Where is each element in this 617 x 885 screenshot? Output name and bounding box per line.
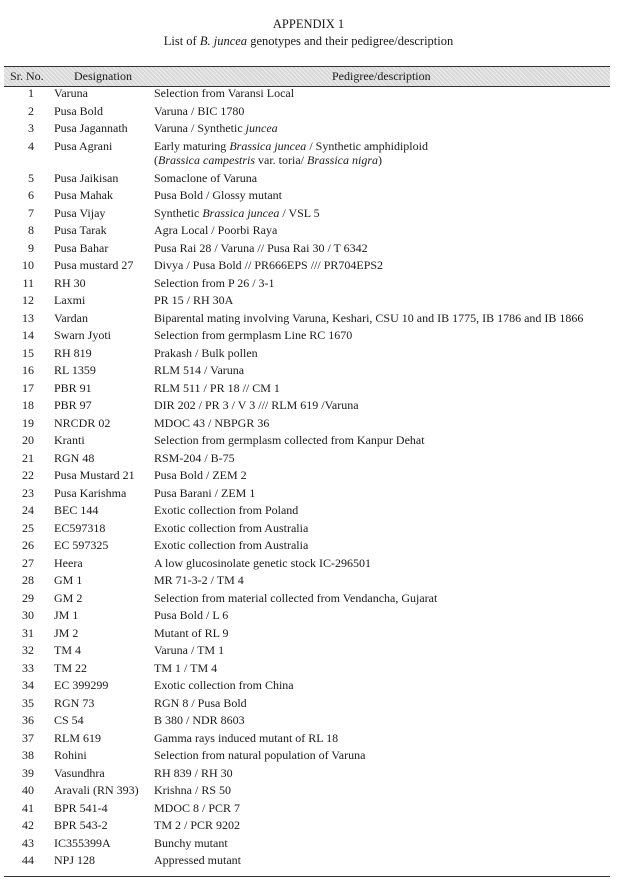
species-name: Brassica nigra [306,153,378,167]
designation-cell: Pusa Jaikisan [54,170,119,185]
pedigree-cell [154,642,224,660]
pedigree-text: RGN 8 / Pusa Bold [154,695,247,710]
designation-cell: Pusa mustard 27 [54,258,134,272]
designation-cell: Pusa Mahak [54,188,113,202]
sr-no-cell: 27 [22,555,34,570]
pedigree-cell [154,712,245,730]
pedigree-text: Pusa Bold / Glossy mutant [154,188,283,202]
table-row [4,397,610,415]
table-row [4,835,610,853]
table-row [4,187,610,205]
sr-no-cell: 10 [22,258,34,272]
pedigree-cell [154,695,247,713]
sr-no-cell: 32 [22,643,34,657]
table-row [4,502,610,520]
sr-no-cell: 18 [22,398,34,412]
sr-no-cell: 39 [22,765,34,780]
pedigree-cell [154,205,320,223]
designation-cell: Pusa Jagannath [54,121,128,135]
designation-cell: PBR 91 [54,380,92,395]
pedigree-cell-continued [154,152,382,170]
designation-cell: Vasundhra [54,765,105,780]
pedigree-text: Selection from natural population of Varuna [154,748,366,762]
sr-no-cell: 23 [22,485,34,500]
designation-cell: Swarn Jyoti [54,328,111,342]
table-row [4,572,610,590]
pedigree-cell [154,747,365,765]
pedigree-text: Agra Local / Poorbi Raya [154,223,278,237]
designation-cell: Pusa Agrani [54,138,113,153]
pedigree-cell [154,607,228,625]
table-row [4,642,610,660]
designation-cell: NPJ 128 [54,853,96,867]
pedigree-text: A low glucosinolate genetic stock IC-296501 [154,555,371,570]
header-pedigree: Pedigree/description [332,69,431,83]
table-row [4,120,610,138]
pedigree-cell [154,415,269,433]
pedigree-cell [154,852,241,870]
designation-cell: RH 819 [54,345,92,360]
sr-no-cell: 5 [28,170,34,185]
table-row [4,520,610,538]
designation-cell: CS 54 [54,713,84,727]
pedigree-text: Krishna / RS 50 [154,783,232,797]
designation-cell: GM 2 [54,590,83,605]
sr-no-cell: 4 [28,138,34,153]
appendix-title: APPENDIX 1 [272,17,345,31]
table-row [4,607,610,625]
pedigree-text: Exotic collection from Australia [154,520,309,535]
table-header [4,66,610,87]
designation-cell: Pusa Mustard 21 [54,468,135,482]
sr-no-cell: 38 [22,748,34,762]
designation-cell: EC 597325 [54,538,109,552]
sr-no-cell: 24 [22,503,34,517]
sr-no-cell: 1 [28,86,34,100]
pedigree-cell [154,222,277,240]
designation-cell: RLM 619 [54,730,102,745]
header-sr-no: Sr. No. [10,69,44,83]
pedigree-cell [154,170,257,188]
designation-cell: TM 22 [54,660,87,675]
table-caption [0,33,617,49]
sr-no-cell: 37 [22,730,34,745]
pedigree-text: Selection from germplasm Line RC 1670 [154,328,353,342]
designation-cell: Pusa Vijay [54,205,106,220]
pedigree-cell [154,432,425,450]
designation-cell: Laxmi [54,293,86,307]
sr-no-cell: 21 [22,450,34,465]
pedigree-text: Varuna / TM 1 [154,643,225,657]
pedigree-cell [154,537,308,555]
designation-cell: RH 30 [54,275,86,290]
designation-cell: GM 1 [54,573,83,587]
designation-cell: RGN 48 [54,450,95,465]
designation-cell: JM 1 [54,608,79,622]
sr-no-cell: 36 [22,713,34,727]
table-row [4,450,610,468]
table-row [4,275,610,293]
species-name: Brassica juncea [202,205,280,220]
sr-no-cell: 26 [22,538,34,552]
sr-no-cell: 35 [22,695,34,710]
pedigree-text: Biparental mating involving Varuna, Keshari, CSU 10 and IB 1775, IB 1786 and IB 1866 [154,310,584,325]
table-row [4,555,610,573]
pedigree-text: RSM-204 / B-75 [154,450,235,465]
pedigree-cell [154,835,228,853]
pedigree-text: Selection from P 26 / 3-1 [154,275,275,290]
sr-no-cell: 14 [22,328,34,342]
sr-no-cell: 42 [22,818,34,832]
designation-cell: Pusa Bold [54,103,104,118]
pedigree-text: TM 1 / TM 4 [154,660,218,675]
sr-no-cell: 12 [22,293,34,307]
table-row [4,747,610,765]
sr-no-cell: 22 [22,468,34,482]
pedigree-text: Exotic collection from Australia [154,538,309,552]
sr-no-cell: 17 [22,380,34,395]
table-row [4,257,610,275]
table-row [4,590,610,608]
sr-no-cell: 8 [28,223,34,237]
pedigree-cell [154,103,244,121]
pedigree-cell [154,120,278,138]
pedigree-text: PR 15 / RH 30A [154,293,234,307]
table-row [4,222,610,240]
pedigree-cell [154,187,282,205]
sr-no-cell: 43 [22,835,34,850]
pedigree-text: Early maturing [154,138,230,153]
pedigree-cell [154,520,308,538]
pedigree-cell [154,485,255,503]
pedigree-cell [154,730,338,748]
sr-no-cell: 7 [28,205,34,220]
pedigree-text: Pusa Barani / ZEM 1 [154,485,256,500]
table-row [4,362,610,380]
designation-cell: IC355399A [54,835,111,850]
caption-species: B. juncea [199,34,248,48]
pedigree-cell [154,572,244,590]
table-row [4,695,610,713]
table-bottom-rule [4,876,610,877]
pedigree-cell [154,590,437,608]
table-row [4,310,610,328]
pedigree-cell [154,502,298,520]
pedigree-cell [154,660,217,678]
pedigree-text: Exotic collection from China [154,678,294,692]
sr-no-cell: 2 [28,103,34,118]
species-name: Brassica campestris [158,153,255,167]
pedigree-text: RH 839 / RH 30 [154,765,233,780]
designation-cell: BEC 144 [54,503,99,517]
pedigree-text: Varuna / Synthetic [154,121,246,135]
pedigree-cell [154,240,368,258]
designation-cell: Rohini [54,748,87,762]
pedigree-cell [154,257,383,275]
pedigree-cell [154,625,229,643]
pedigree-text: Selection from material collected from Vendancha, Gujarat [154,590,438,605]
pedigree-text: DIR 202 / PR 3 / V 3 /// RLM 619 /Varuna [154,398,359,412]
pedigree-cell [154,765,233,783]
pedigree-text: Gamma rays induced mutant of RL 18 [154,730,339,745]
table-row [4,415,610,433]
designation-cell: JM 2 [54,625,79,640]
pedigree-cell [154,345,258,363]
sr-no-cell: 16 [22,363,34,377]
sr-no-cell: 31 [22,625,34,640]
designation-cell: Kranti [54,433,85,447]
pedigree-text: Varuna / BIC 1780 [154,103,245,118]
pedigree-text: Divya / Pusa Bold // PR666EPS /// PR704EPS2 [154,258,384,272]
designation-cell: RL 1359 [54,363,96,377]
designation-cell: NRCDR 02 [54,415,111,430]
table-row [4,852,610,870]
designation-cell: Pusa Tarak [54,223,107,237]
sr-no-cell: 30 [22,608,34,622]
sr-no-cell: 41 [22,800,34,815]
table-row [4,103,610,121]
sr-no-cell: 3 [28,121,34,135]
table-row [4,765,610,783]
pedigree-text: / VSL 5 [279,205,320,220]
pedigree-cell [154,677,294,695]
sr-no-cell: 33 [22,660,34,675]
table-row [4,205,610,223]
pedigree-text: ) [378,153,382,167]
pedigree-text: Synthetic [154,205,203,220]
pedigree-text: RLM 514 / Varuna [154,363,245,377]
pedigree-text: / Synthetic amphidiploid [306,138,428,153]
pedigree-text: Somaclone of Varuna [154,170,258,185]
table-row [4,537,610,555]
table-row [4,712,610,730]
pedigree-text: Pusa Rai 28 / Varuna // Pusa Rai 30 / T 6342 [154,240,368,255]
sr-no-cell: 13 [22,310,34,325]
pedigree-cell [154,450,235,468]
species-name: juncea [245,121,278,135]
designation-cell: Varuna [54,86,88,100]
pedigree-text: Exotic collection from Poland [154,503,299,517]
pedigree-text: MR 71-3-2 / TM 4 [154,573,244,587]
table-row [4,730,610,748]
designation-cell: EC 399299 [54,678,109,692]
pedigree-cell [154,292,233,310]
sr-no-cell: 20 [22,433,34,447]
table-row [4,432,610,450]
pedigree-cell [154,85,294,103]
table-row [4,817,610,835]
table-row [4,677,610,695]
table-row [4,327,610,345]
designation-cell: PBR 97 [54,398,92,412]
sr-no-cell: 11 [22,275,34,290]
sr-no-cell: 40 [22,783,34,797]
designation-cell: Vardan [54,310,88,325]
table-row [4,485,610,503]
pedigree-cell [154,782,231,800]
pedigree-text: MDOC 8 / PCR 7 [154,800,241,815]
pedigree-text: Pusa Bold / L 6 [154,608,229,622]
sr-no-cell: 34 [22,678,34,692]
pedigree-cell [154,800,240,818]
designation-cell: RGN 73 [54,695,95,710]
genotype-table-body [4,85,610,870]
designation-cell: Pusa Bahar [54,240,109,255]
sr-no-cell: 25 [22,520,34,535]
pedigree-text: Bunchy mutant [154,835,228,850]
pedigree-text: Appressed mutant [154,853,241,867]
pedigree-text: RLM 511 / PR 18 // CM 1 [154,380,280,395]
pedigree-text: ( [154,153,158,167]
pedigree-text: Prakash / Bulk pollen [154,345,258,360]
caption-post: genotypes and their pedigree/description [247,34,454,48]
table-row [4,467,610,485]
pedigree-text: Selection from germplasm collected from Kanpur Dehat [154,433,425,447]
header-designation: Designation [74,69,132,83]
designation-cell: BPR 543-2 [54,818,108,832]
table-row [4,85,610,103]
sr-no-cell: 28 [22,573,34,587]
pedigree-cell [154,362,244,380]
table-row [4,345,610,363]
sr-no-cell: 29 [22,590,34,605]
sr-no-cell: 44 [22,853,34,867]
designation-cell: Heera [54,555,83,570]
pedigree-cell [154,467,247,485]
pedigree-cell [154,380,280,398]
pedigree-text: Pusa Bold / ZEM 2 [154,468,247,482]
designation-cell: Pusa Karishma [54,485,127,500]
pedigree-cell [154,275,275,293]
pedigree-text: TM 2 / PCR 9202 [154,818,241,832]
table-row [4,138,610,170]
pedigree-cell [154,310,583,328]
designation-cell: EC597318 [54,520,106,535]
sr-no-cell: 6 [28,188,34,202]
pedigree-text: MDOC 43 / NBPGR 36 [154,415,270,430]
sr-no-cell: 15 [22,345,34,360]
pedigree-text: Mutant of RL 9 [154,625,229,640]
sr-no-cell: 9 [28,240,34,255]
table-row [4,660,610,678]
table-row [4,292,610,310]
pedigree-cell [154,327,352,345]
species-name: Brassica juncea [229,138,307,153]
pedigree-text: Selection from Varansi Local [154,86,295,100]
pedigree-cell [154,555,371,573]
pedigree-cell [154,817,240,835]
table-row [4,782,610,800]
pedigree-text: B 380 / NDR 8603 [154,713,245,727]
table-row [4,800,610,818]
designation-cell: Aravali (RN 393) [54,783,139,797]
table-row [4,240,610,258]
designation-cell: TM 4 [54,643,81,657]
table-row [4,170,610,188]
table-row [4,625,610,643]
caption-pre: List of [163,34,200,48]
designation-cell: BPR 541-4 [54,800,108,815]
pedigree-text: var. toria/ [255,153,307,167]
sr-no-cell: 19 [22,415,34,430]
pedigree-cell [154,397,359,415]
table-row [4,380,610,398]
